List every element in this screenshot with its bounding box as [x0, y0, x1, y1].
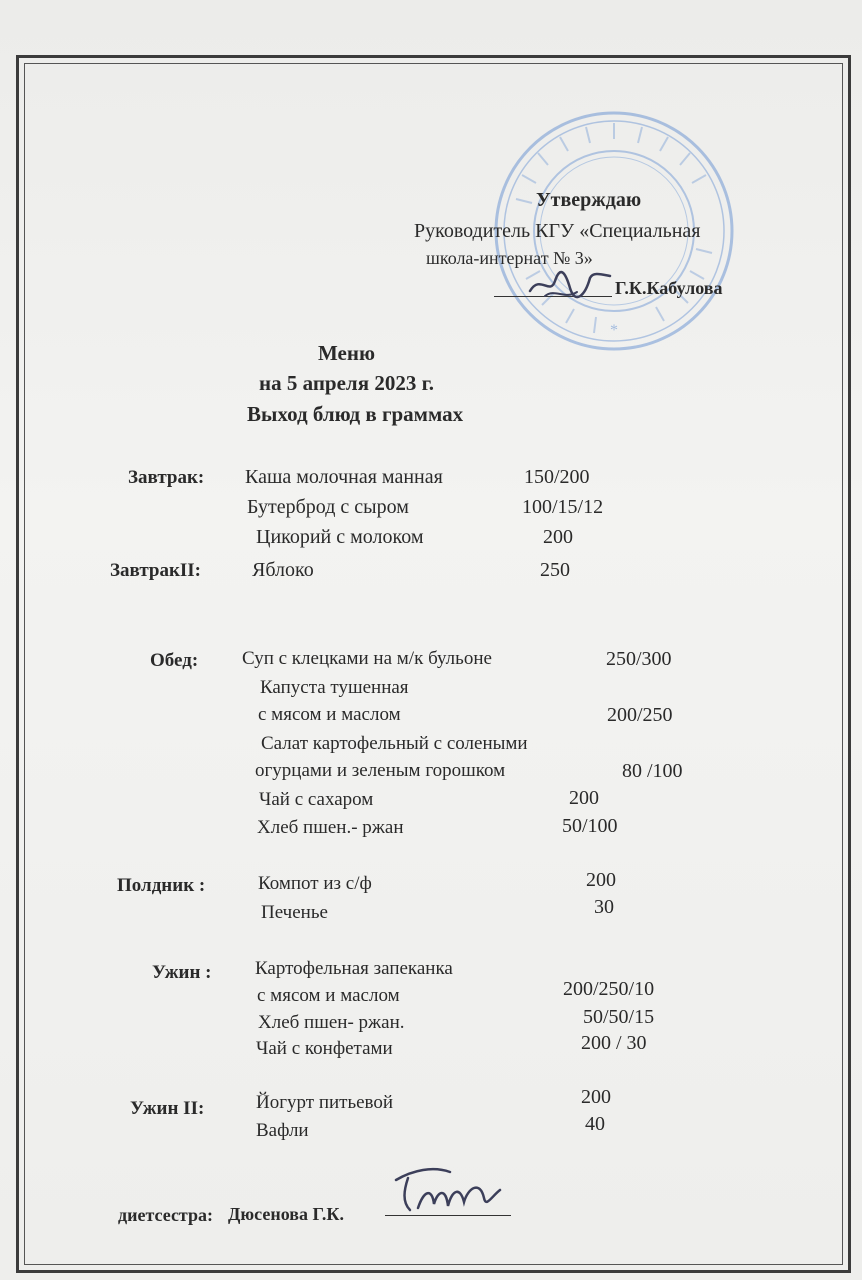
menu-item-name: Хлеб пшен.- ржан [257, 817, 404, 838]
menu-item-name: Яблоко [252, 559, 314, 581]
menu-item-qty: 50/50/15 [583, 1006, 655, 1028]
dietitian-signature [388, 1160, 508, 1218]
menu-item-qty: 80 /100 [622, 760, 683, 782]
menu-item-qty: 30 [594, 896, 614, 918]
footer-role: диетсестра: [118, 1205, 214, 1225]
menu-item-name: Чай с сахаром [259, 789, 374, 810]
menu-item-name: Капуста тушенная [260, 677, 409, 698]
menu-item-name: Чай с конфетами [256, 1038, 393, 1059]
footer-name: Дюсенова Г.К. [228, 1204, 344, 1224]
menu-item-qty: 200 [586, 869, 616, 891]
menu-item-name: Компот из с/ф [258, 873, 372, 894]
menu-item-name: Хлеб пшен- ржан. [258, 1012, 405, 1033]
menu-item-name: Цикорий с молоком [256, 526, 424, 548]
menu-item-name: Суп с клецками на м/к бульоне [242, 648, 492, 669]
menu-item-name: Йогурт питьевой [256, 1092, 394, 1113]
approval-signer: Г.К.Кабулова [615, 278, 723, 298]
approval-line-2: школа-интернат № 3» [426, 248, 593, 268]
meal-label-lunch: Обед: [150, 650, 199, 671]
meal-label-dinner: Ужин : [152, 962, 212, 983]
meal-label-breakfast: Завтрак: [128, 467, 205, 488]
menu-date: на 5 апреля 2023 г. [259, 371, 434, 395]
meal-label-dinner-2: Ужин II: [130, 1098, 205, 1119]
menu-item-name: с мясом и маслом [258, 704, 401, 725]
approval-heading: Утверждаю [536, 189, 642, 211]
menu-item-qty: 200/250/10 [563, 978, 655, 1000]
menu-item-qty: 200 [581, 1086, 611, 1108]
menu-item-qty: 200 [569, 787, 599, 809]
menu-item-qty: 200 [543, 526, 573, 548]
meal-label-snack: Полдник : [117, 875, 206, 896]
menu-item-name: Картофельная запеканка [255, 958, 453, 979]
menu-item-qty: 40 [585, 1113, 605, 1135]
menu-item-qty: 250/300 [606, 648, 672, 670]
menu-item-qty: 50/100 [562, 815, 618, 837]
menu-item-qty: 200/250 [607, 704, 673, 726]
menu-item-name: Вафли [256, 1120, 309, 1141]
approval-line-1: Руководитель КГУ «Специальная [414, 220, 701, 242]
menu-subtitle: Выход блюд в граммах [247, 402, 464, 426]
menu-item-name: огурцами и зеленым горошком [255, 760, 506, 781]
menu-item-qty: 100/15/12 [522, 496, 604, 518]
menu-item-name: Печенье [261, 902, 328, 923]
director-signature [525, 266, 615, 306]
menu-item-name: Салат картофельный с солеными [261, 733, 528, 754]
menu-item-name: с мясом и маслом [257, 985, 400, 1006]
svg-text:*: * [610, 322, 618, 339]
menu-item-name: Бутерброд с сыром [247, 496, 409, 518]
menu-item-qty: 150/200 [524, 466, 590, 488]
menu-item-qty: 250 [540, 559, 570, 581]
meal-label-breakfast-2: ЗавтракII: [110, 560, 202, 581]
menu-item-qty: 200 / 30 [581, 1032, 647, 1054]
menu-title: Меню [318, 341, 376, 365]
menu-item-name: Каша молочная манная [245, 466, 443, 488]
